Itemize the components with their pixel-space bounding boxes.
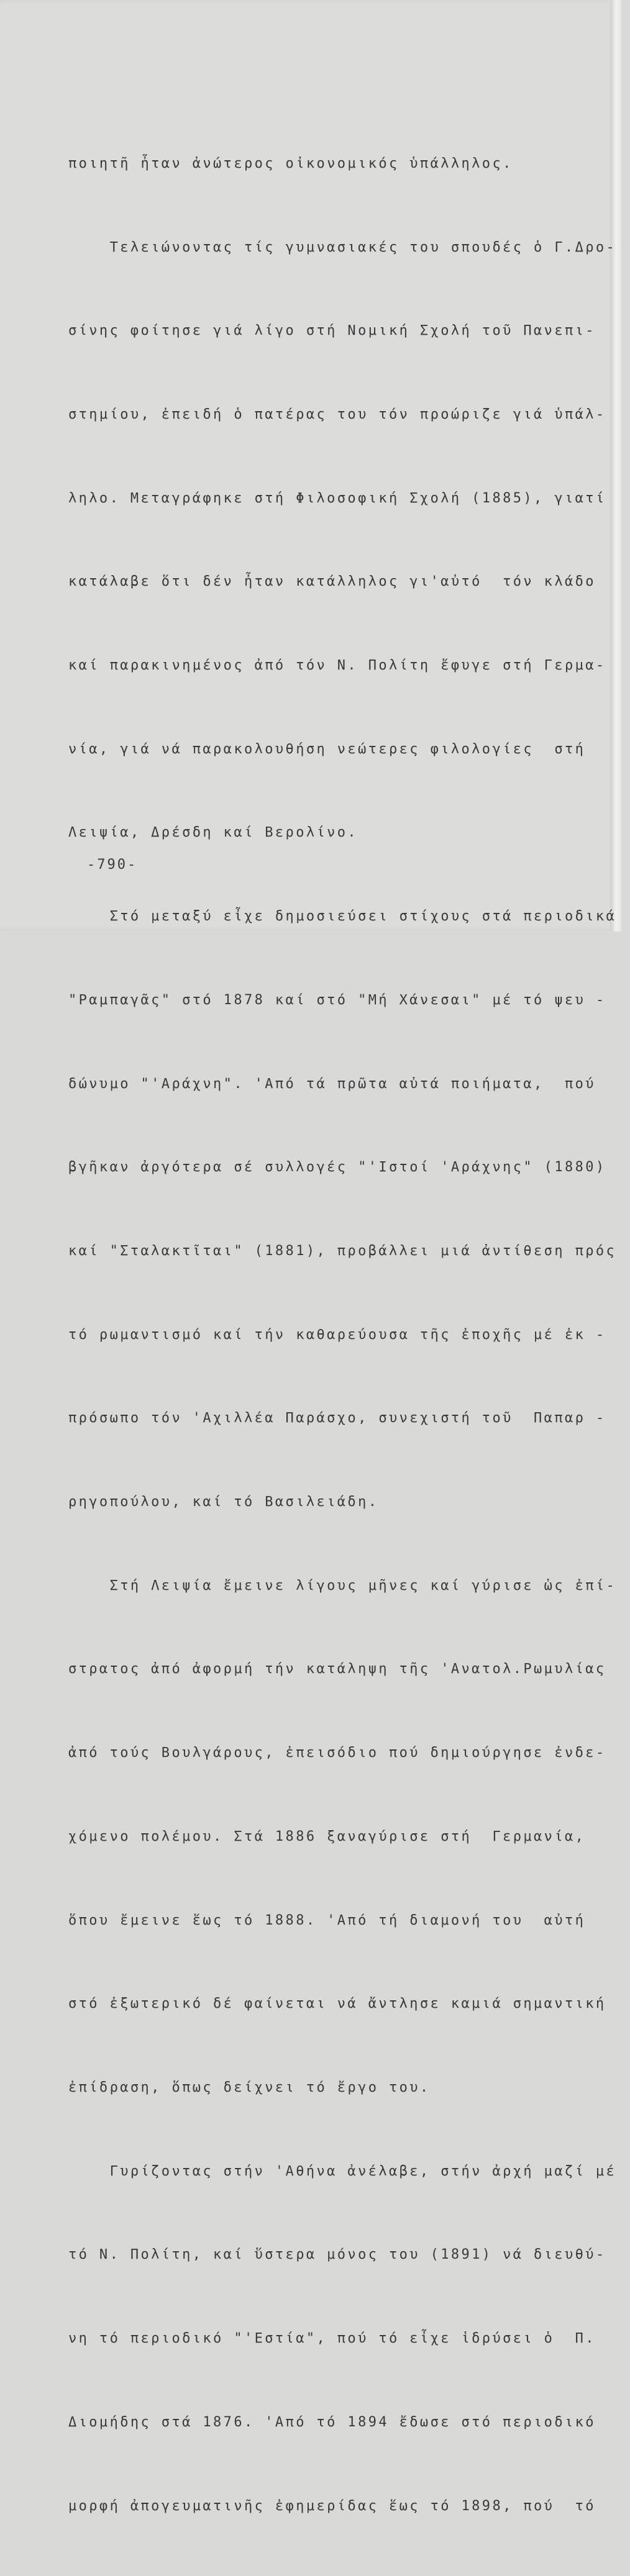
text-line-5: ληλο. Μεταγράφηκε στή Φιλοσοφική Σχολή (1885), γιατί [68,490,606,506]
text-line-2: Τελειώνοντας τίς γυμνασιακές του σπουδές ὁ Γ.Δρο- [68,239,617,255]
text-line-11: "Ραμπαγᾶς" στό 1878 καί στό "Μή Χάνεσαι" μέ τό ψευ - [68,992,606,1008]
text-line-8: νία, γιά νά παρακολουθήση νεώτερες φιλολογίες στή [68,741,586,757]
text-line-28: Διομήδης στά 1876. 'Από τό 1894 ἔδωσε στό περιοδικό [68,2414,596,2430]
text-line-27: νη τό περιοδικό "'Εστία", πού τό εἶχε ἱδρύσει ὁ Π. [68,2331,596,2347]
text-line-14: καί "Σταλακτῖται" (1881), προβάλλει μιά ἀντίθεση πρός [68,1243,617,1259]
page-number: -790- [87,857,138,873]
text-line-26: τό Ν. Πολίτη, καί ὕστερα μόνος του (1891) νά διευθύ- [68,2247,606,2263]
text-line-1: ποιητῆ ἦταν ἀνώτερος οἰκονομικός ὑπάλληλος. [68,155,513,171]
text-line-16: πρόσωπο τόν 'Αχιλλέα Παράσχο, συνεχιστή τοῦ Παπαρ - [68,1410,606,1426]
text-line-4: στημίου, ἐπειδή ὁ πατέρας του τόν προώριζε γιά ὑπάλ- [68,406,606,422]
body-text [68,94,615,2576]
text-line-10: Στό μεταξύ εἶχε δημοσιεύσει στίχους στά περιοδικά [68,909,617,925]
text-line-29: μορφή ἀπογευματινῆς ἐφημερίδας ἕως τό 1898, πού τό [68,2498,596,2514]
text-line-21: χόμενο πολέμου. Στά 1886 ξαναγύρισε στή Γερμανία, [68,1828,586,1844]
text-line-22: ὅπου ἔμεινε ἕως τό 1888. 'Από τή διαμονή του αὐτή [68,1912,586,1928]
text-line-25: Γυρίζοντας στήν 'Αθήνα ἀνέλαβε, στήν ἀρχή μαζί μέ [68,2163,617,2179]
text-line-17: ρηγοπούλου, καί τό Βασιλειάδη. [68,1494,379,1510]
text-line-7: καί παρακινημένος ἀπό τόν Ν. Πολίτη ἔφυγε στή Γερμα- [68,658,606,674]
text-line-6: κατάλαβε ὅτι δέν ἦταν κατάλληλος γι'αὐτό τόν κλάδο [68,574,596,590]
text-line-18: Στή Λειψία ἔμεινε λίγους μῆνες καί γύρισε ὡς ἐπί- [68,1577,617,1594]
text-line-23: στό ἐξωτερικό δέ φαίνεται νά ἄντλησε καμιά σημαντική [68,1996,606,2012]
text-line-19: στρατος ἀπό ἀφορμή τήν κατάληψη τῆς 'Ανατολ.Ρωμυλίας [68,1661,606,1677]
text-line-15: τό ρωμαντισμό καί τήν καθαρεύουσα τῆς ἐποχῆς μέ ἐκ - [68,1327,606,1343]
text-line-12: δώνυμο "'Αράχνη". 'Από τά πρῶτα αὐτά ποιήματα, πού [68,1076,596,1092]
text-line-24: ἐπίδραση, ὅπως δείχνει τό ἔργο του. [68,2079,431,2095]
text-line-20: ἀπό τούς Βουλγάρους, ἐπεισόδιο πού δημιούργησε ἐνδε- [68,1745,606,1761]
text-line-9: Λειψία, Δρέσδη καί Βερολίνο. [68,825,358,841]
text-line-3: σίνης φοίτησε γιά λίγο στή Νομική Σχολή τοῦ Πανεπι- [68,323,596,339]
text-line-13: βγῆκαν ἀργότερα σέ συλλογές "'Ιστοί 'Αράχνης" (1880) [68,1159,606,1176]
